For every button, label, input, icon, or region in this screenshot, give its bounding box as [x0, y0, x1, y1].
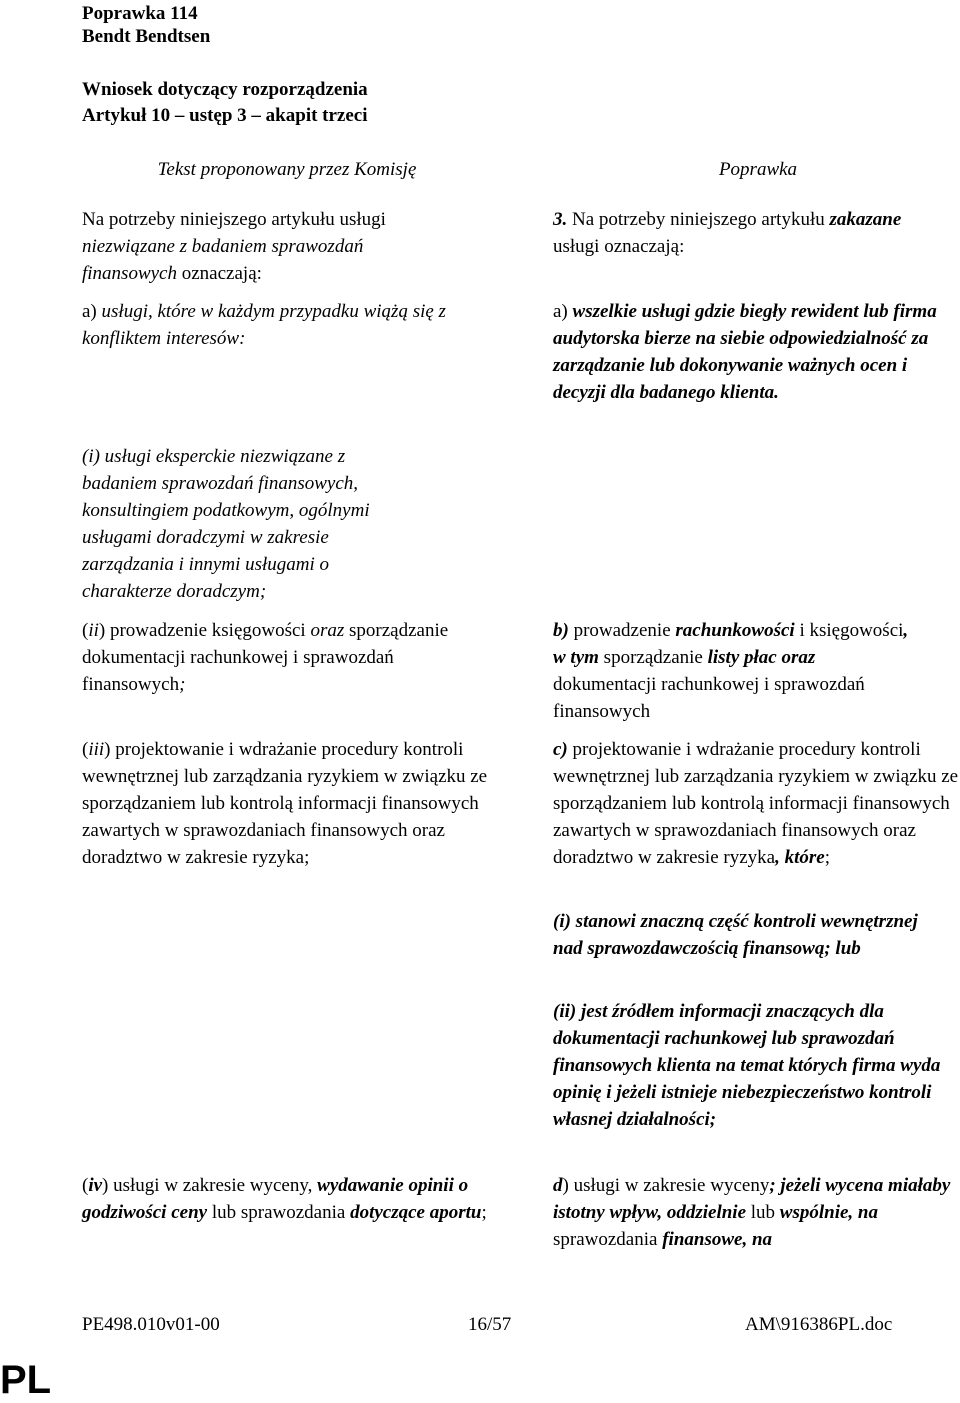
text-run-bold-italic: , które [775, 847, 825, 868]
text-run: ) prowadzenie księgowości [98, 620, 311, 641]
language-code: PL [0, 1358, 52, 1402]
right-paragraph-c-ii: (ii) jest źródłem informacji znaczących dla dokumentacji rachunkowej lub sprawozdań finansowych klienta na temat których firma wyda opinię i jeżeli istnieje niebezpieczeństwo kontroli własnej działalności; [553, 1001, 941, 1130]
left-paragraph-ii [82, 617, 492, 698]
text-run: ( [82, 1175, 89, 1196]
text-run: lub [746, 1202, 780, 1223]
text-run-bold-italic: c) [553, 739, 568, 760]
left-paragraph-iii [82, 736, 492, 871]
text-run-bold-italic: zakazane [829, 209, 902, 230]
text-run-bold-italic: d [553, 1175, 563, 1196]
text-run: ) usługi w zakresie wyceny, [102, 1175, 318, 1196]
left-paragraph-iv [82, 1172, 492, 1226]
text-run-italic: usługi, które w każdym przypadku wiążą się z konfliktem interesów: [82, 301, 446, 349]
text-run: a) [82, 301, 102, 322]
article-reference: Artykuł 10 – ustęp 3 – akapit trzeci [82, 105, 368, 126]
right-column-header: Poprawka [718, 159, 798, 180]
text-run-italic: ii [88, 620, 99, 641]
text-run: ; [824, 847, 830, 868]
text-run: ( [82, 739, 89, 760]
right-paragraph-a [553, 298, 953, 406]
left-paragraph-intro [82, 206, 452, 287]
text-run: ) projektowanie i wdrażanie procedury kontroli wewnętrznej lub zarządzania ryzykiem w związku ze sporządzaniem lub kontrolą informacji finansowych zawartych w sprawozdaniach finansowych oraz doradztwo w zakresie ryzyka; [82, 739, 488, 868]
text-run: a) [553, 301, 573, 322]
text-run: ( [82, 620, 89, 641]
text-run: Na potrzeby niniejszego artykułu usługi [82, 209, 386, 230]
text-run: dokumentacji rachunkowej i sprawozdań finansowych [553, 674, 865, 722]
right-paragraph-c-i: (i) stanowi znaczną część kontroli wewnętrznej nad sprawozdawczością finansową; lub [553, 911, 918, 959]
text-run-bold-italic: , w tym [553, 620, 909, 668]
left-paragraph-a [82, 298, 452, 352]
right-paragraph-d [553, 1172, 960, 1253]
left-column-header: Tekst proponowany przez Komisję [157, 159, 417, 180]
text-run-bold-italic: listy płac oraz [707, 647, 816, 668]
text-run: Na potrzeby niniejszego artykułu [567, 209, 830, 230]
text-run: lub sprawozdania [207, 1202, 351, 1223]
text-run-italic: niezwiązane z badaniem sprawozdań finansowych [82, 236, 364, 284]
left-paragraph-i: (i) usługi eksperckie niezwiązane z badaniem sprawozdań finansowych, konsultingiem podatkowym, ogólnymi usługami doradczymi w zakresie zarządzania i innymi usługami o charakterze doradczym; [82, 446, 370, 602]
text-run-bold-italic: rachunkowości [675, 620, 795, 641]
text-run-italic: ; [179, 674, 186, 695]
text-run: i księgowości [794, 620, 904, 641]
text-run-bold-italic: finansowe, na [662, 1229, 773, 1250]
text-run: sprawozdania [553, 1229, 663, 1250]
text-run: projektowanie i wdrażanie procedury kontroli wewnętrznej lub zarządzania ryzykiem w związku ze sporządzaniem lub kontrolą informacji finansowych zawartych w sprawozdaniach finansowych oraz doradztwo w zakresie ryzyka [553, 739, 959, 868]
amendment-number: Poprawka 114 [82, 3, 198, 24]
text-run-bold-italic: b) [553, 620, 569, 641]
text-run-bold-italic: dotyczące aportu [350, 1202, 482, 1223]
text-run: usługi oznaczają: [553, 236, 685, 257]
text-run-bold-italic: ; jeżeli wycena miałaby istotny wpływ, oddzielnie [553, 1175, 951, 1223]
right-paragraph-c [553, 736, 960, 871]
text-run: oznaczają: [177, 263, 262, 284]
text-run: ) usługi w zakresie wyceny [562, 1175, 770, 1196]
footer-reference: PE498.010v01-00 [82, 1314, 220, 1335]
text-run: sporządzanie dokumentacji rachunkowej i sprawozdań finansowych [82, 620, 449, 695]
text-run-bold-italic: 3. [553, 209, 568, 230]
text-run-bold-italic: wszelkie usługi gdzie biegły rewident lub firma audytorska bierze na siebie odpowiedzialność za zarządzanie lub dokonywanie ważnych ocen i decyzji dla badanego klienta. [553, 301, 937, 403]
footer-page-number: 16/57 [468, 1314, 512, 1335]
text-run: ; [481, 1202, 487, 1223]
text-run-italic: oraz [310, 620, 345, 641]
text-run: prowadzenie [568, 620, 676, 641]
right-paragraph-intro [553, 206, 923, 260]
amendment-author: Bendt Bendtsen [82, 26, 211, 47]
text-run-bold-italic: wydawanie opinii o godziwości ceny [82, 1175, 469, 1223]
proposal-title: Wniosek dotyczący rozporządzenia [82, 79, 368, 100]
text-run-bold-italic: wspólnie, na [779, 1202, 878, 1223]
right-paragraph-b [553, 617, 923, 725]
text-run-italic: iii [88, 739, 105, 760]
footer-document-id: AM\916386PL.doc [745, 1314, 893, 1335]
text-run-bold-italic: iv [88, 1175, 103, 1196]
text-run: sporządzanie [598, 647, 708, 668]
